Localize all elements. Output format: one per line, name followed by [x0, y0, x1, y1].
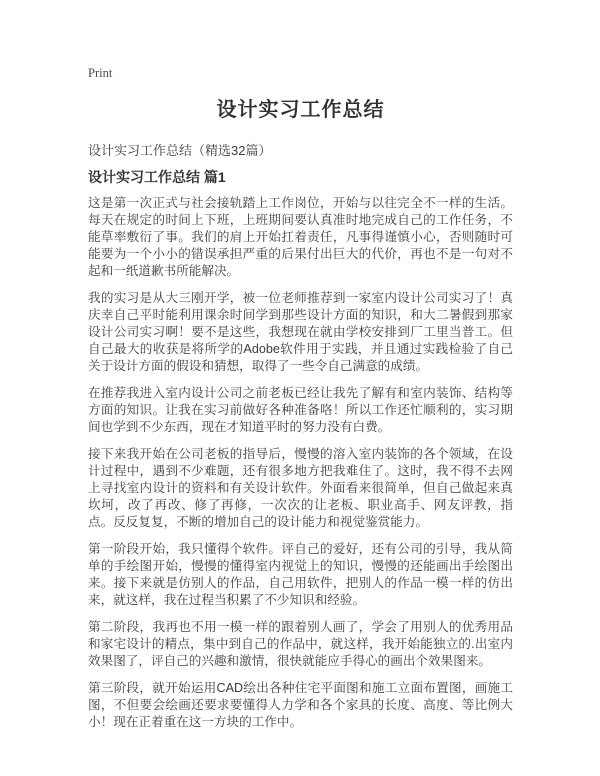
document-subtitle: 设计实习工作总结（精选32篇） — [88, 143, 272, 158]
paragraph: 我的实习是从大三刚开学，被一位老师推荐到一家室内设计公司实习了！真庆幸自己平时能利用课余时间学到那些设计方面的知识，和大二暑假到那家设计公司实习啊！要不是这些，我想现在就由学校安排到厂工里当普工。但自己最大的收获是将所学的Adobe软件用于实践，并且通过实践检验了自己关于设计方面的假设和猜想，取得了一些令自己满意的成绩。 — [88, 291, 513, 373]
paragraph: 第三阶段，就开始运用CAD绘出各种住宅平面图和施工立面布置图，画施工图，不但要会绘画还要求要懂得人力学和各个家具的长度、高度、等比例大小！现在正着重在这一方块的工作中。 — [88, 681, 513, 729]
paragraph: 这是第一次正式与社会接轨踏上工作岗位，开始与以往完全不一样的生活。每天在规定的时间上下班，上班期间要认真准时地完成自己的工作任务，不能草率敷衍了事。我们的肩上开始扛着责任，凡事得谨慎小心，否则随时可能要为一个小小的错误承担严重的后果付出巨大的代价，再也不是一句对不起和一纸道歉书所能解决。 — [88, 196, 513, 278]
section-heading: 设计实习工作总结 篇1 — [88, 169, 226, 185]
paragraph: 第一阶段开始，我只懂得个软件。评自己的爱好，还有公司的引导，我从简单的手绘图开始，慢慢的懂得室内视觉上的知识，慢慢的还能画出手绘图出来。接下来就是仿别人的作品，自己用软件，把别人的作品一模一样的仿出来，就这样，我在过程当积累了不少知识和经验。 — [88, 542, 513, 607]
paragraph: 第二阶段，我再也不用一模一样的跟着别人画了，学会了用别人的优秀用品和家宅设计的精点，集中到自己的作品中，就这样，我开始能独立的.出室内效果图了，评自己的兴趣和激情，很快就能应手得心的画出个效果图来。 — [88, 620, 513, 668]
print-link[interactable]: Print — [88, 66, 113, 80]
page-title: 设计实习工作总结 — [216, 99, 385, 121]
paragraph: 接下来我开始在公司老板的指导后，慢慢的溶入室内装饰的各个领域，在设计过程中，遇到不少难题，还有很多地方把我难住了。这时，我不得不去网上寻找室内设计的资料和有关设计软件。外面看来很简单，但自己做起来真坎坷，改了再改、修了再修，一次次的让老板、职业高手、网友评教，指点。反反复复，不断的增加自己的设计能力和视觉鉴赏能力。 — [88, 447, 513, 529]
paragraph: 在推荐我进入室内设计公司之前老板已经让我先了解有和室内装饰、结构等方面的知识。让我在实习前做好各种准备咯！所以工作还忙顺利的，实习期间也学到不少东西，现在才知道平时的努力没有白费。 — [88, 386, 513, 434]
